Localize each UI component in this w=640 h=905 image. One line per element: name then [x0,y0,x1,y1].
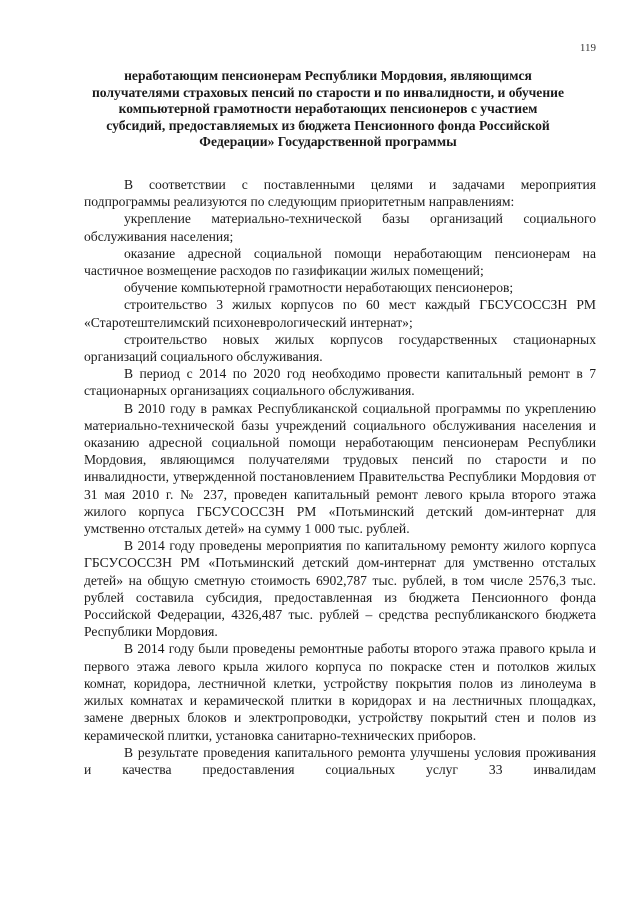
paragraph: В результате проведения капитального ремонта улучшены условия проживания и качества предоставления социальных услуг 33 инвалидам [84,744,596,777]
body-text [84,176,596,778]
paragraph: В 2010 году в рамках Республиканской социальной программы по укреплению материально-технической базы учреждений социального обслуживания населения и оказанию адресной социальной помощи неработающим пенсионерам Республики Мордовия, являющимся получателями трудовых пенсий по старости и по инвалидности, утвержденной постановлением Правительства Республики Мордовия от 31 мая 2010 г. № 237, проведен капитальный ремонт левого крыла второго этажа жилого корпуса ГБСУСОССЗН РМ «Потьминский детский дом-интернат для умственно отсталых детей» на сумму 1 000 тыс. рублей. [84,400,596,537]
paragraph: В 2014 году были проведены ремонтные работы второго этажа правого крыла и первого этажа левого крыла жилого корпуса по покраске стен и потолков жилых комнат, коридора, лестничной клетки, устройству покрытия полов из линолеума в жилых комнатах и керамической плитки в коридорах и на лестничных площадках, замене дверных блоков и электропроводки, устройству покрытий стен и полов из керамической плитки, установка санитарно-технических приборов. [84,641,596,743]
list-item: строительство новых жилых корпусов государственных стационарных организаций социального обслуживания. [84,331,596,365]
paragraph: В соответствии с поставленными целями и задачами мероприятия подпрограммы реализуются по следующим приоритетным направлениям: [84,177,596,210]
paragraph: В период с 2014 по 2020 год необходимо провести капитальный ремонт в 7 стационарных организациях социального обслуживания. [84,366,596,399]
list-item: оказание адресной социальной помощи неработающим пенсионерам на частичное возмещение расходов по газификации жилых помещений; [84,245,596,279]
section-heading: неработающим пенсионерам Республики Мордовия, являющимся получателями страховых пенсий по старости и по инвалидности, и обучение компьютерной грамотности неработающих пенсионеров с участием субсидий, предоставляемых из бюджета Пенсионного фонда Российской Федерации» Государственной программы [91,68,565,150]
list-item: укрепление материально-технической базы организаций социального обслуживания населения; [84,211,596,244]
page-number: 119 [579,42,596,54]
list-item: строительство 3 жилых корпусов по 60 мест каждый ГБСУСОССЗН РМ «Старотештелимский психоневрологический интернат»; [84,297,596,330]
paragraph: В 2014 году проведены мероприятия по капитальному ремонту жилого корпуса ГБСУСОССЗН РМ «Потьминский детский дом-интернат для умственно отсталых детей» на общую сметную стоимость 6902,787 тыс. рублей, в том числе 2576,3 тыс. рублей составила субсидия, предоставленная из бюджета Пенсионного фонда Российской Федерации, 4326,487 тыс. рублей – средства республиканского бюджета Республики Мордовия. [84,538,596,640]
list-item: обучение компьютерной грамотности неработающих пенсионеров; [124,280,514,296]
